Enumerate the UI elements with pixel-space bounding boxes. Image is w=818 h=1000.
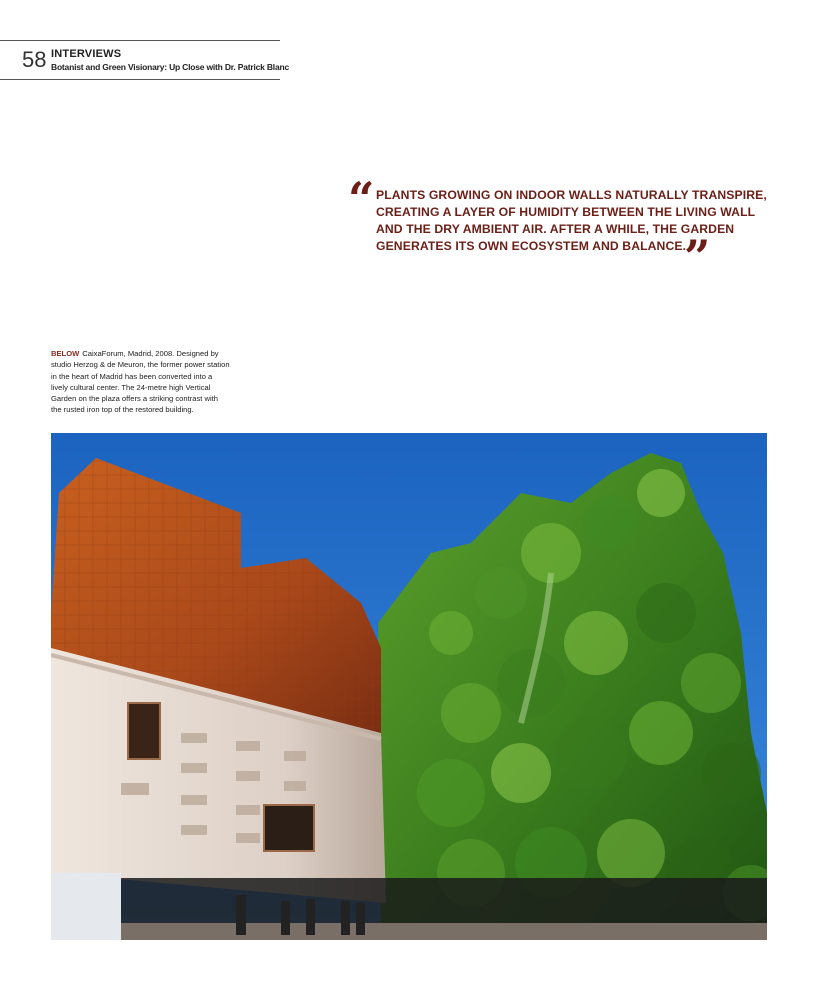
caixaforum-photo	[51, 433, 767, 940]
section-title: INTERVIEWS	[51, 48, 122, 60]
open-quote-mark: “	[348, 172, 375, 226]
caption-line: studio Herzog & de Meuron, the former power station	[51, 360, 230, 370]
caption-line: lively cultural center. The 24-metre high Vertical	[51, 382, 211, 392]
pull-quote-line: AND THE DRY AMBIENT AIR. AFTER A WHILE, THE GARDEN	[376, 222, 735, 236]
parked-van	[51, 873, 121, 940]
pull-quote-text	[376, 187, 776, 255]
caption-line: Garden on the plaza offers a striking contrast with	[51, 394, 219, 404]
facade-window-large	[264, 805, 314, 851]
article-subtitle: Botanist and Green Visionary: Up Close with Dr. Patrick Blanc	[51, 62, 289, 72]
pull-quote-line: PLANTS GROWING ON INDOOR WALLS NATURALLY TRANSPIRE,	[376, 188, 767, 202]
photo-caption	[51, 348, 283, 416]
caption-line: in the heart of Madrid has been converted into a	[51, 371, 213, 381]
plaza-ground	[51, 923, 767, 940]
header-rule-top	[0, 40, 280, 41]
running-header	[0, 40, 289, 80]
caption-line: CaixaForum, Madrid, 2008. Designed by	[82, 349, 219, 358]
close-quote-mark: ”	[684, 230, 711, 284]
caption-line: the rusted iron top of the restored building.	[51, 405, 194, 415]
pull-quote-line: GENERATES ITS OWN ECOSYSTEM AND BALANCE.	[376, 239, 687, 253]
header-rule-bottom	[0, 79, 280, 80]
facade-window-dark	[128, 703, 160, 759]
caption-label: BELOW	[51, 349, 80, 358]
pull-quote-line: CREATING A LAYER OF HUMIDITY BETWEEN THE LIVING WALL	[376, 205, 756, 219]
page-number: 58	[22, 47, 47, 72]
